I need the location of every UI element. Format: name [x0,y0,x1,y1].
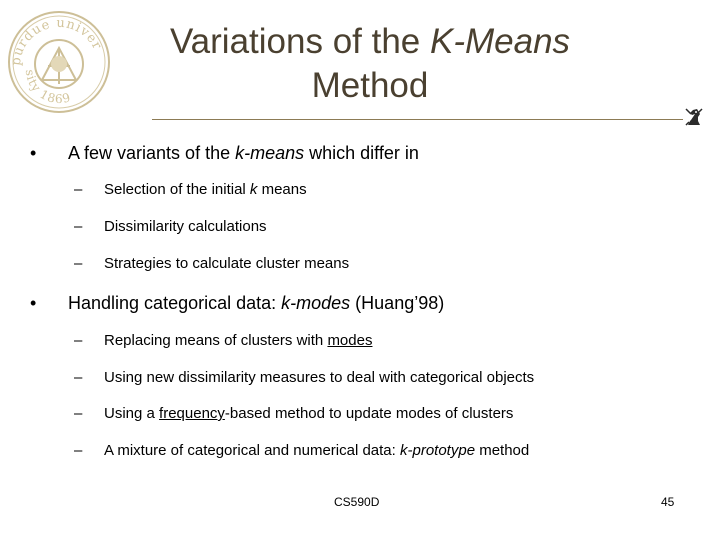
title-line-2: Method [311,66,429,105]
svg-text:sity 1869: sity 1869 [22,68,73,107]
chess-knight-icon [683,106,705,128]
sub-bullet-text: A mixture of categorical and numerical data: [104,442,400,459]
sub-bullet-item [74,331,372,351]
sub-bullet-item [74,368,534,388]
bullet-item [30,292,444,314]
title-italic-text: K-Means [430,22,571,61]
sub-bullet-item [74,441,529,461]
bullet-marker: • [30,293,37,313]
bullet-marker: • [30,143,37,163]
dash-marker: – [74,181,83,198]
sub-bullet-text: means [257,181,307,198]
slide-title [140,20,600,108]
sub-bullet-text: Using a [104,405,160,422]
sub-bullet-text-underlined: modes [327,332,373,349]
dash-marker: – [74,405,83,422]
sub-bullet-text: Dissimilarity calculations [104,218,267,235]
slide-page-number: 45 [661,495,675,509]
bullet-text: A few variants of the [68,143,236,163]
footer-course-label: CS590D [334,495,380,509]
sub-bullet-text: Strategies to calculate cluster means [104,255,350,272]
sub-bullet-text: Selection of the initial [104,181,250,198]
sub-bullet-item [74,404,513,424]
title-text: Variations of the [169,22,430,61]
dash-marker: – [74,255,83,272]
dash-marker: – [74,218,83,235]
dash-marker: – [74,442,83,459]
sub-bullet-text-italic: k [249,181,258,198]
dash-marker: – [74,332,83,349]
svg-text:purdue univer: purdue univer [8,15,105,67]
title-line-1 [140,20,600,64]
sub-bullet-item [74,180,307,200]
sub-bullet-text: method [475,442,530,459]
bullet-text: which differ in [304,143,419,163]
bullet-item [30,142,419,164]
sub-bullet-text-italic: k-prototype [400,442,476,459]
sub-bullet-text: Using new dissimilarity measures to deal with categorical objects [104,369,535,386]
sub-bullet-item [74,254,349,274]
title-divider [152,119,696,120]
bullet-text-italic: k-modes [281,293,351,313]
bullet-text-italic: k-means [235,143,305,163]
sub-bullet-text: -based method to update modes of clusters [224,405,514,422]
bullet-text: (Huang’98) [350,293,445,313]
bullet-text: Handling categorical data: [68,293,282,313]
sub-bullet-text: Replacing means of clusters with [104,332,328,349]
sub-bullet-text-underlined: frequency [159,405,225,422]
dash-marker: – [74,369,83,386]
sub-bullet-item [74,217,267,237]
university-seal-logo [4,6,114,114]
